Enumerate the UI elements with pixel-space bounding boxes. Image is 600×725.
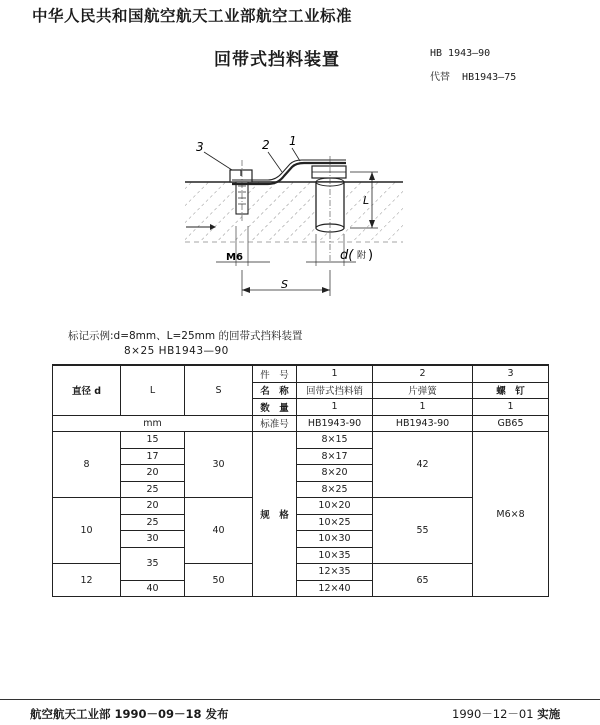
footer-divider <box>0 699 600 700</box>
cell-S: 50 <box>185 564 253 597</box>
cell-d: 8 <box>53 432 121 498</box>
standard-code: HB 1943—90 <box>430 48 491 59</box>
pin-spec: 10×20 <box>297 498 373 515</box>
die-plate-hatching <box>185 182 403 242</box>
pin-spec: 10×30 <box>297 531 373 548</box>
pin-spec: 12×40 <box>297 580 373 597</box>
dim-S: S <box>281 278 288 291</box>
pin-spec: 12×35 <box>297 564 373 581</box>
spec-label: 规 格 <box>253 432 297 597</box>
effective-line <box>452 706 560 722</box>
callout-3: 3 <box>196 140 204 154</box>
part-name-1: 回带式挡料销 <box>297 382 373 399</box>
screw-spec: M6×8 <box>473 432 549 597</box>
unit-mm: mm <box>53 415 253 432</box>
part-qty-2: 1 <box>373 399 473 416</box>
marking-example-code: 8×25 HB1943—90 <box>124 345 229 357</box>
issue-line: 航空航天工业部 1990－09－18 发布 <box>30 707 229 721</box>
part-qty-1: 1 <box>297 399 373 416</box>
row-label-name: 名 称 <box>253 382 297 399</box>
cell-L: 30 <box>121 531 185 548</box>
cell-L: 20 <box>121 498 185 515</box>
part-std-1: HB1943-90 <box>297 415 373 432</box>
cell-d: 12 <box>53 564 121 597</box>
standard-title: 回带式挡料装置 <box>214 50 340 70</box>
pin-spec: 10×35 <box>297 547 373 564</box>
cell-d: 10 <box>53 498 121 564</box>
table-row <box>53 365 549 382</box>
part-no-1: 1 <box>297 365 373 382</box>
callout-2: 2 <box>262 138 270 152</box>
part-qty-3: 1 <box>473 399 549 416</box>
pin-spec: 8×20 <box>297 465 373 482</box>
row-label-std: 标准号 <box>253 415 297 432</box>
svg-text:): ) <box>368 248 374 263</box>
effective-label: 实施 <box>537 707 561 721</box>
row-label-part-no: 件 号 <box>253 365 297 382</box>
replaces-line <box>430 68 516 83</box>
replaces-code: HB1943—75 <box>462 72 517 83</box>
cell-L: 25 <box>121 481 185 498</box>
pin-spec: 10×25 <box>297 514 373 531</box>
header-diameter: 直径 d <box>53 365 121 415</box>
header-S: S <box>185 365 253 415</box>
part-name-3: 螺 钉 <box>473 382 549 399</box>
replaces-label: 代替 <box>430 72 450 83</box>
issuing-organization: 中华人民共和国航空航天工业部航空工业标准 <box>32 7 353 25</box>
pin-spec: 8×15 <box>297 432 373 449</box>
cell-L: 40 <box>121 580 185 597</box>
pin-spec: 8×17 <box>297 448 373 465</box>
cell-L: 25 <box>121 514 185 531</box>
part-std-3: GB65 <box>473 415 549 432</box>
cell-L: 20 <box>121 465 185 482</box>
part-no-3: 3 <box>473 365 549 382</box>
cell-S: 40 <box>185 498 253 564</box>
spring-spec: 55 <box>373 498 473 564</box>
spec-table <box>52 364 549 597</box>
part-name-2: 片弹簧 <box>373 382 473 399</box>
dim-d-note: 附 <box>357 251 367 261</box>
part-no-2: 2 <box>373 365 473 382</box>
spring-spec: 42 <box>373 432 473 498</box>
spring-spec: 65 <box>373 564 473 597</box>
cell-L: 35 <box>121 547 185 580</box>
callout-1: 1 <box>289 134 297 148</box>
cell-L: 17 <box>121 448 185 465</box>
effective-date: 1990－12－01 <box>452 707 534 721</box>
dim-d: d( <box>340 248 354 263</box>
cell-L: 15 <box>121 432 185 449</box>
assembly-drawing <box>0 130 600 305</box>
part-std-2: HB1943-90 <box>373 415 473 432</box>
cell-S: 30 <box>185 432 253 498</box>
table-row <box>53 415 549 432</box>
marking-example-label: 标记示例:d=8mm、L=25mm 的回带式挡料装置 <box>68 330 303 342</box>
dim-L: L <box>363 194 370 207</box>
table-row <box>53 432 549 449</box>
header-L: L <box>121 365 185 415</box>
dim-M6: M6 <box>226 252 243 263</box>
row-label-qty: 数 量 <box>253 399 297 416</box>
pin-spec: 8×25 <box>297 481 373 498</box>
